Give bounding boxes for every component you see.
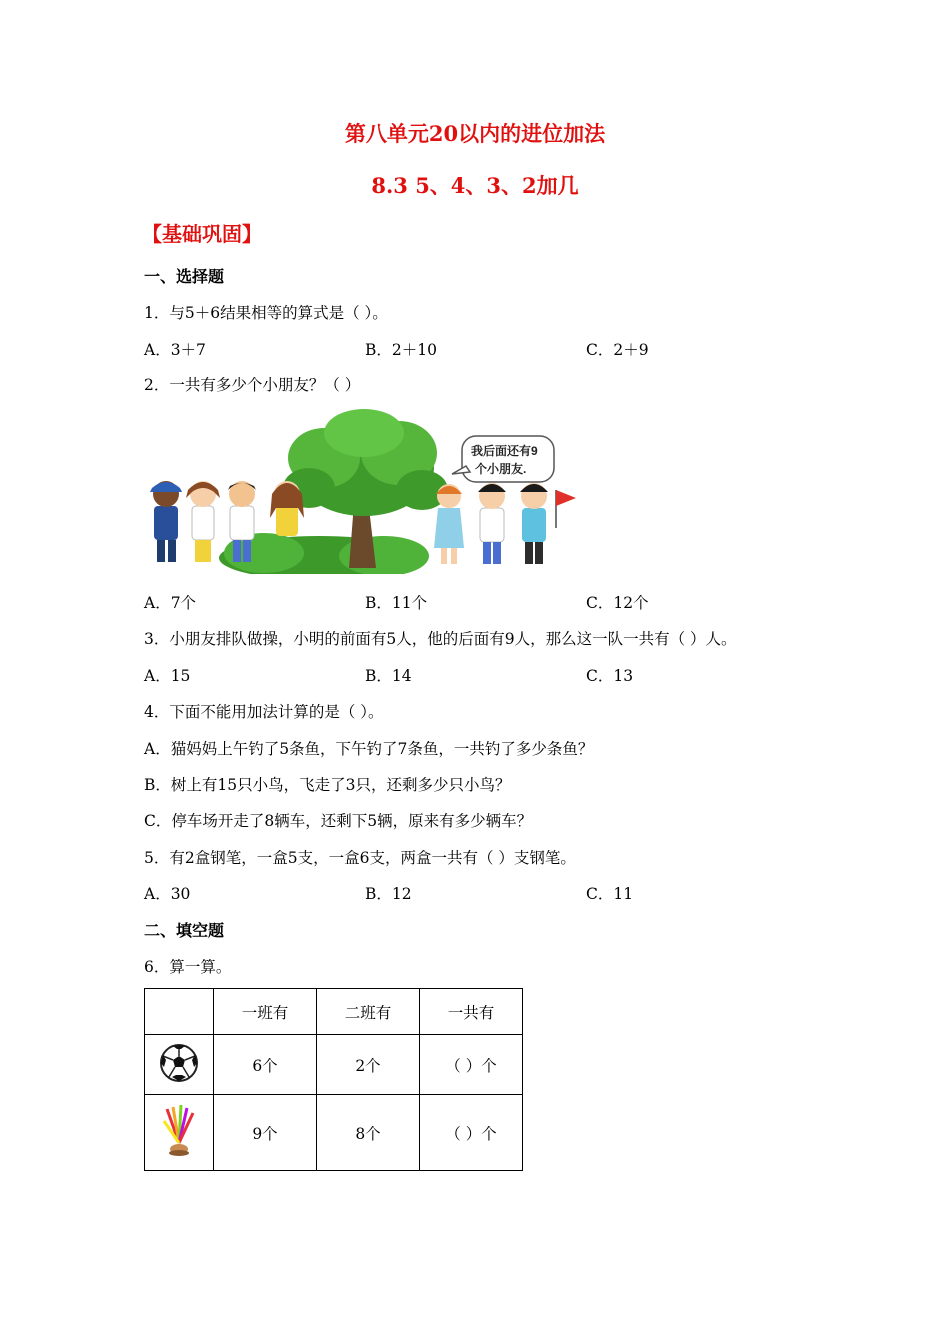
table-answer-cell[interactable]: （ ）个	[420, 1095, 523, 1171]
child-2	[186, 481, 220, 562]
page-subtitle: 8.3 5、4、3、2加几	[371, 173, 579, 198]
table-header-cell: 二班有	[317, 989, 420, 1035]
table-header-cell: 一共有	[420, 989, 523, 1035]
q5-option-b: B．12	[365, 885, 412, 903]
q4-option-a: A．猫妈妈上午钓了5条鱼，下午钓了7条鱼，一共钓了多少条鱼？	[144, 740, 594, 758]
q1-option-c: C．2＋9	[586, 341, 649, 359]
q4-option-b: B．树上有15只小鸟，飞走了3只，还剩多少只小鸟？	[144, 776, 511, 794]
table-cell: 8个	[317, 1095, 420, 1171]
question-1: 1．与5＋6结果相等的算式是（ ）。	[144, 304, 388, 322]
table-icon-cell	[145, 1095, 214, 1171]
part1-heading: 一、选择题	[144, 267, 225, 286]
table-cell: 2个	[317, 1035, 420, 1095]
question-6: 6．算一算。	[144, 958, 232, 976]
question-3: 3．小朋友排队做操，小明的前面有5人，他的后面有9人，那么这一队一共有（ ）人。	[144, 630, 737, 648]
table-row	[145, 1035, 523, 1095]
question-4: 4．下面不能用加法计算的是（ ）。	[144, 703, 384, 721]
q4-option-c: C．停车场开走了8辆车，还剩下5辆，原来有多少辆车？	[144, 812, 533, 830]
table-cell: 6个	[214, 1035, 317, 1095]
child-7	[520, 483, 576, 564]
part2-heading: 二、填空题	[144, 921, 225, 940]
children-and-tree-illustration	[144, 408, 584, 574]
q2-option-c: C．12个	[586, 594, 649, 612]
q2-option-a: A．7个	[144, 594, 197, 612]
q3-option-b: B．14	[365, 667, 412, 685]
child-6	[478, 483, 506, 564]
speech-bubble	[452, 436, 554, 482]
q1-option-a: A．3＋7	[144, 341, 206, 359]
child-4	[270, 481, 304, 536]
q5-option-a: A．30	[144, 885, 191, 903]
table-header-row	[145, 989, 523, 1035]
table-header-cell: 一班有	[214, 989, 317, 1035]
table-answer-cell[interactable]: （ ）个	[420, 1035, 523, 1095]
soccer-ball-icon	[159, 1043, 199, 1083]
table-icon-cell	[145, 1035, 214, 1095]
q3-option-a: A．15	[144, 667, 191, 685]
child-1	[150, 481, 182, 562]
question-5: 5．有2盒钢笔，一盒5支，一盒6支，两盒一共有（ ）支钢笔。	[144, 849, 576, 867]
speech-line-1: 我后面还有9	[471, 444, 538, 458]
question-2: 2．一共有多少个小朋友？（ ）	[144, 376, 361, 394]
table-row	[145, 1095, 523, 1171]
q3-option-c: C．13	[586, 667, 634, 685]
q2-option-b: B．11个	[365, 594, 428, 612]
child-5	[434, 484, 464, 564]
count-table	[144, 988, 523, 1171]
page-title: 第八单元20以内的进位加法	[344, 121, 606, 146]
table-header-cell	[145, 989, 214, 1035]
speech-line-2: 个小朋友.	[475, 462, 527, 476]
section-tag: 【基础巩固】	[142, 222, 262, 246]
q5-option-c: C．11	[586, 885, 634, 903]
shuttlecock-icon	[159, 1103, 199, 1159]
table-cell: 9个	[214, 1095, 317, 1171]
q1-option-b: B．2＋10	[365, 341, 437, 359]
